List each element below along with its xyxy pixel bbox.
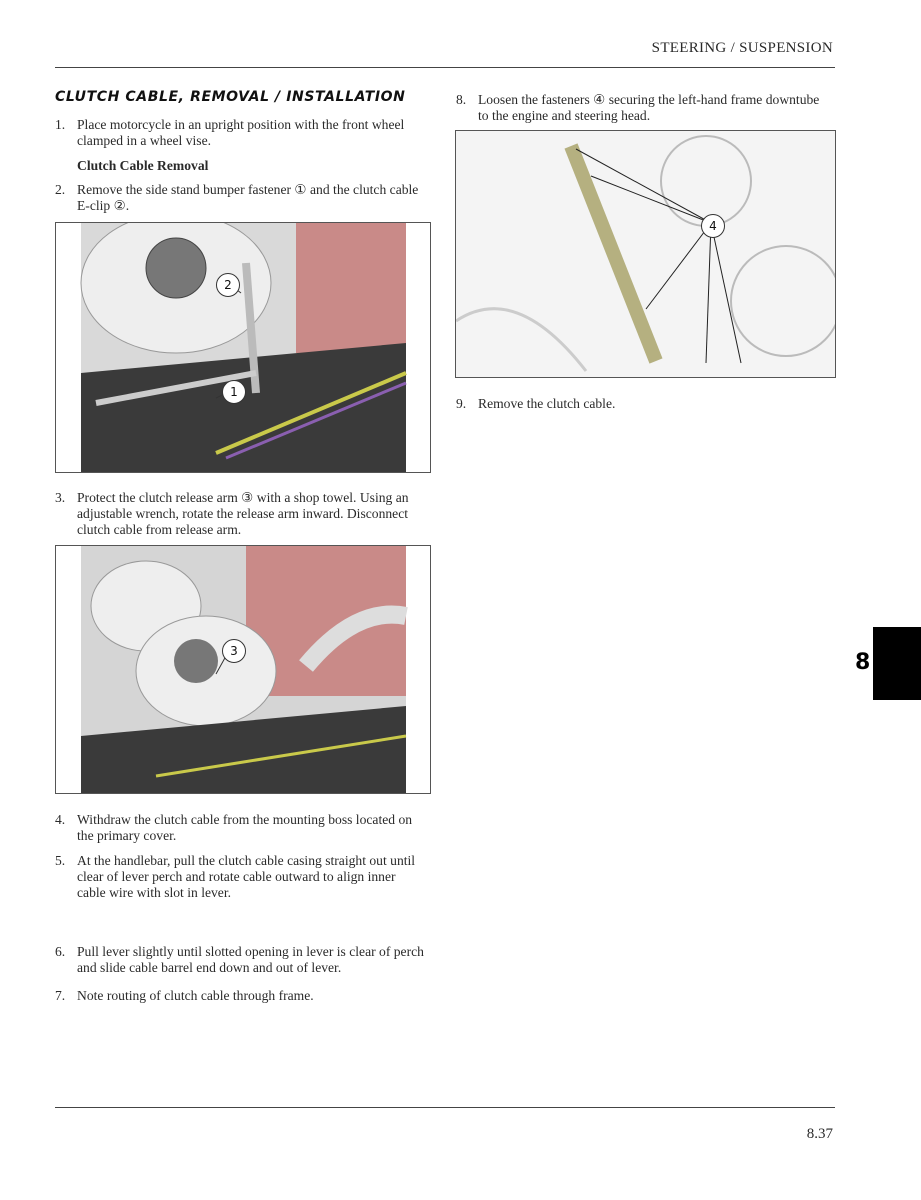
callout-4: 4	[701, 214, 725, 238]
subheading: Clutch Cable Removal	[77, 158, 209, 173]
chapter-number: 8	[855, 650, 871, 675]
step-2: 2. Remove the side stand bumper fastener ① and the clutch cable E-clip ②.	[55, 182, 419, 213]
page-number: 8.37	[806, 1126, 833, 1142]
step-1: 1. Place motorcycle in an upright position with the front wheel clamped in a wheel vise.	[55, 117, 405, 148]
step-3: 3. Protect the clutch release arm ③ with a shop towel. Using an adjustable wrench, rotate the release arm inward. Disconnect clutch cable from release arm.	[55, 490, 409, 537]
figure-frame-downtube	[455, 130, 836, 378]
step-6: 6. Pull lever slightly until slotted opening in lever is clear of perch and slide cable barrel end down and out of lever.	[55, 944, 424, 975]
step-9: 9. Remove the clutch cable.	[456, 396, 616, 411]
frame-illustration	[456, 131, 835, 377]
section-header: STEERING / SUSPENSION	[651, 40, 833, 56]
header-rule	[55, 67, 835, 68]
engine-illustration	[56, 546, 430, 793]
callout-3: 3	[222, 639, 246, 663]
figure-clutch-release-arm	[55, 545, 431, 794]
engine-illustration	[56, 223, 430, 472]
page-title: CLUTCH CABLE, REMOVAL / INSTALLATION	[55, 89, 406, 105]
footer-rule	[55, 1107, 835, 1108]
step-5: 5. At the handlebar, pull the clutch cable casing straight out until clear of lever perch and rotate cable outward to align inner cable wire with slot in lever.	[55, 853, 416, 900]
step-8: 8. Loosen the fasteners ④ securing the left-hand frame downtube to the engine and steering head.	[456, 92, 820, 123]
callout-2: 2	[216, 273, 240, 297]
step-4: 4. Withdraw the clutch cable from the mounting boss located on the primary cover.	[55, 812, 413, 843]
step-7: 7. Note routing of clutch cable through frame.	[55, 988, 314, 1003]
callout-1: 1	[222, 380, 246, 404]
chapter-tab	[873, 627, 921, 700]
figure-clutch-eclip	[55, 222, 431, 473]
